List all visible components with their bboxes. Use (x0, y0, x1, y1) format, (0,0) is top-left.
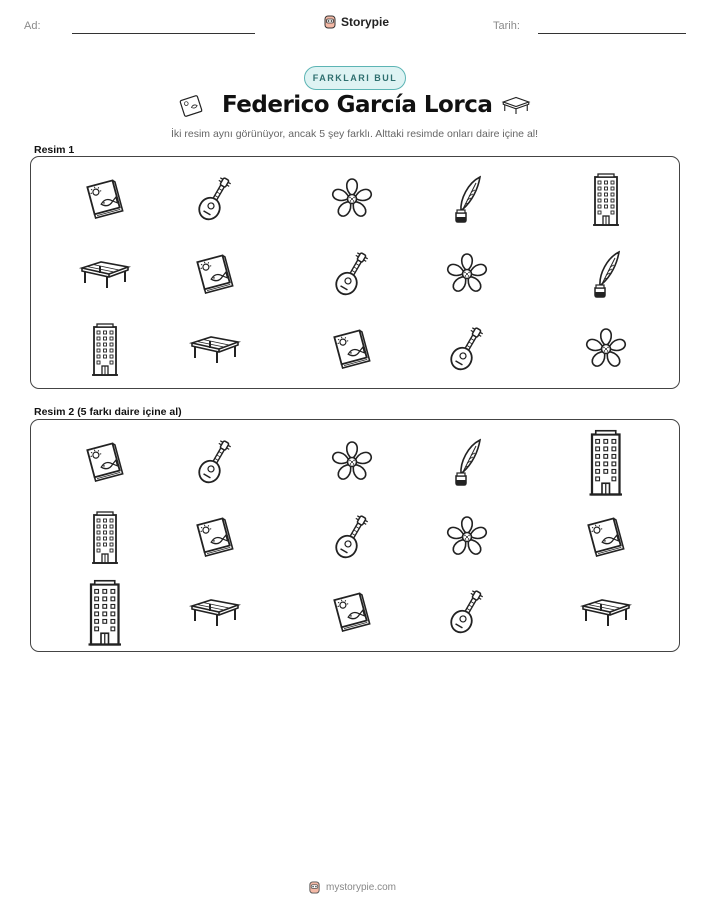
footer-url[interactable]: mystorypie.com (326, 882, 397, 893)
name-line[interactable] (72, 33, 255, 34)
quill-icon (589, 250, 623, 298)
flower-icon (444, 251, 490, 297)
building-icon[interactable] (90, 509, 120, 565)
building-icon (591, 171, 621, 227)
book-icon[interactable] (191, 515, 239, 559)
table-icon (189, 333, 241, 365)
quill-icon[interactable] (450, 438, 484, 486)
book-icon[interactable] (81, 440, 129, 484)
brand-name: Storypie (341, 15, 390, 29)
book-icon[interactable] (328, 590, 376, 634)
mandolin-icon[interactable] (332, 512, 372, 562)
flower-icon (329, 176, 375, 222)
name-label: Ad: (24, 20, 41, 32)
building-icon[interactable] (86, 577, 124, 647)
footer (308, 880, 396, 895)
book-icon (81, 177, 129, 221)
mandolin-icon (332, 249, 372, 299)
table-icon[interactable] (189, 596, 241, 628)
page-title: Federico García Lorca (222, 92, 493, 118)
building-icon[interactable] (587, 427, 625, 497)
building-icon (90, 321, 120, 377)
activity-badge: FARKLARI BUL (304, 66, 406, 90)
picture-2-label: Resim 2 (5 farkı daire içine al) (34, 406, 182, 418)
flower-icon[interactable] (444, 514, 490, 560)
date-line[interactable] (538, 33, 686, 34)
table-icon (501, 95, 531, 115)
book-icon (328, 327, 376, 371)
picture-1-label: Resim 1 (34, 144, 75, 156)
flower-icon (583, 326, 629, 372)
mandolin-icon[interactable] (447, 587, 487, 637)
storypie-mascot-icon (323, 14, 337, 30)
quill-icon (450, 175, 484, 223)
mandolin-icon[interactable] (195, 437, 235, 487)
table-icon[interactable] (580, 596, 632, 628)
mandolin-icon (447, 324, 487, 374)
mandolin-icon (195, 174, 235, 224)
table-icon (79, 258, 131, 290)
book-icon (176, 94, 206, 118)
book-icon (191, 252, 239, 296)
date-label: Tarih: (493, 20, 520, 32)
picture-2-panel[interactable] (30, 419, 680, 652)
book-icon[interactable] (582, 515, 630, 559)
flower-icon[interactable] (329, 439, 375, 485)
storypie-mascot-icon (308, 880, 321, 895)
picture-1-panel (30, 156, 680, 389)
brand-logo (323, 14, 389, 30)
instructions: İki resim aynı görünüyor, ancak 5 şey farklı. Alttaki resimde onları daire içine al! (170, 128, 539, 140)
